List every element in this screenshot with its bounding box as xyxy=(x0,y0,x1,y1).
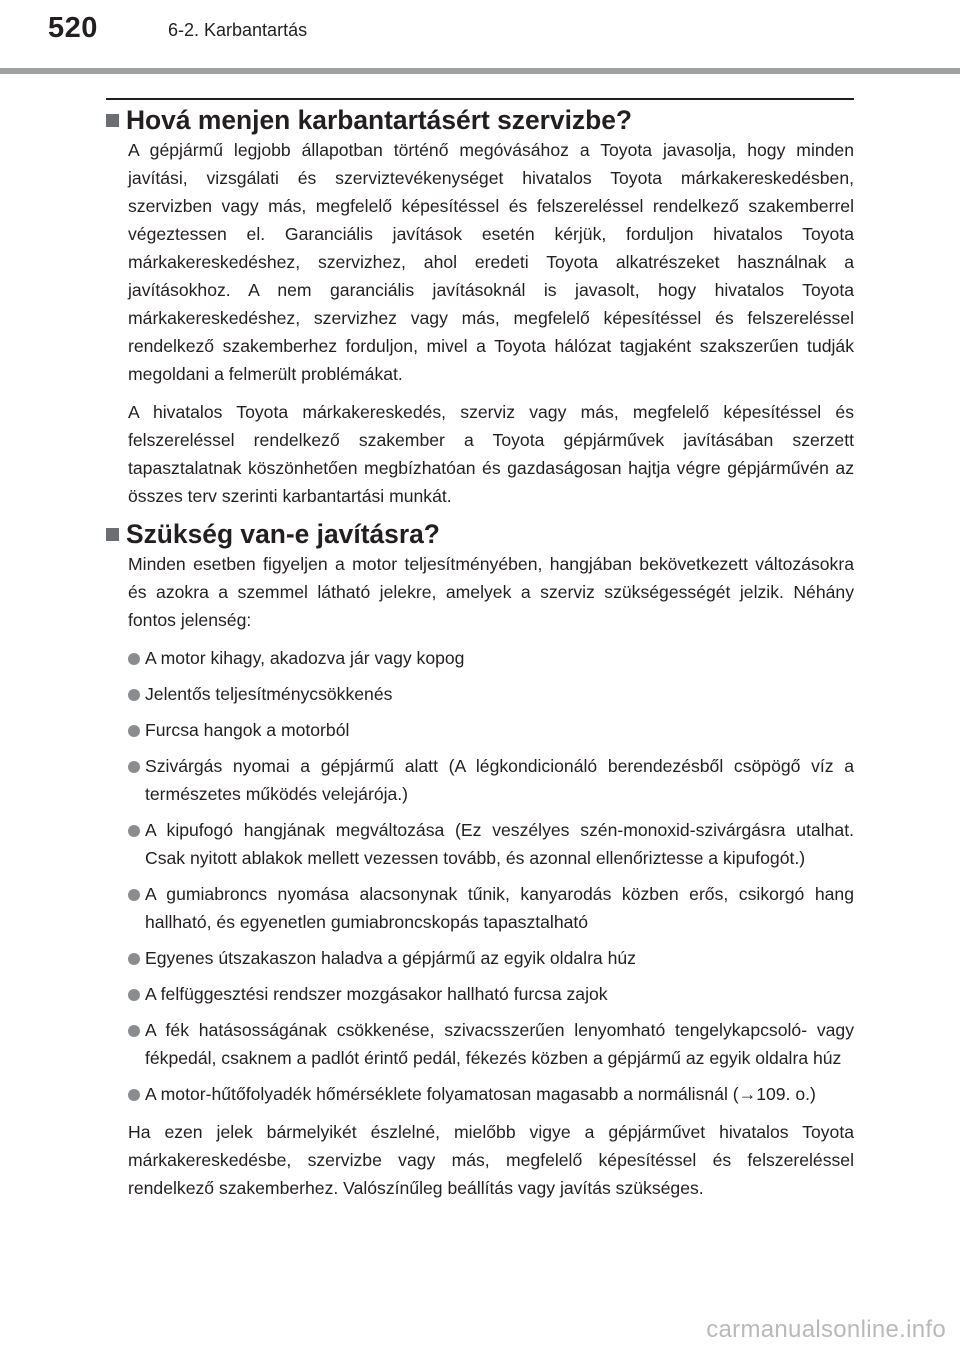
list-item-text: A kipufogó hangjának megváltozása (Ez veszélyes szén-monoxid-szivárgásra utalhat. Csak nyitott ablakok mellett vezessen tovább, és azonnal ellenőriztesse a kipufogót.) xyxy=(145,820,854,868)
list-item xyxy=(106,816,854,872)
list-item xyxy=(106,1016,854,1072)
section-heading xyxy=(106,520,854,548)
section-heading xyxy=(106,106,854,134)
list-item xyxy=(106,716,854,744)
square-bullet-icon xyxy=(106,114,119,127)
list-item-text: A gumiabroncs nyomása alacsonynak tűnik, kanyarodás közben erős, csikorgó hang hallható, és egyenetlen gumiabroncskopás tapasztalható xyxy=(145,884,854,932)
list-item xyxy=(106,944,854,972)
circle-bullet-icon xyxy=(128,953,140,965)
circle-bullet-icon xyxy=(128,1025,140,1037)
circle-bullet-icon xyxy=(128,761,140,773)
circle-bullet-icon xyxy=(128,889,140,901)
list-item-text: Furcsa hangok a motorból xyxy=(145,720,350,740)
list-item xyxy=(106,680,854,708)
page-number: 520 xyxy=(48,12,98,44)
page-content xyxy=(106,106,854,1202)
list-item xyxy=(106,1080,854,1108)
section-heading-text: Hová menjen karbantartásért szervizbe? xyxy=(126,105,633,135)
section-heading-text: Szükség van-e javításra? xyxy=(126,519,440,549)
list-item-text: A motor-hűtőfolyadék hőmérséklete folyamatosan magasabb a normálisnál (→109. o.) xyxy=(145,1084,816,1104)
square-bullet-icon xyxy=(106,528,119,541)
circle-bullet-icon xyxy=(128,1089,140,1101)
paragraph: Minden esetben figyeljen a motor teljesítményében, hangjában bekövetkezett változásokra és azokra a szemmel látható jelekre, amelyek a szerviz szükségességét jelzik. Néhány fontos jelenség: xyxy=(128,554,854,630)
closing-paragraph: Ha ezen jelek bármelyikét észlelné, mielőbb vigye a gépjárművet hivatalos Toyota márkakereskedésbe, szervizbe vagy más, megfelelő képesítéssel és felszereléssel rendelkező szakemberhez. Valószínűleg beállítás vagy javítás szükséges. xyxy=(128,1122,854,1198)
circle-bullet-icon xyxy=(128,725,140,737)
circle-bullet-icon xyxy=(128,825,140,837)
header-rule xyxy=(0,68,960,74)
list-item xyxy=(106,644,854,672)
list-item-text: Egyenes útszakaszon haladva a gépjármű az egyik oldalra húz xyxy=(145,948,636,968)
circle-bullet-icon xyxy=(128,989,140,1001)
symptom-list xyxy=(106,644,854,1108)
list-item-text: A motor kihagy, akadozva jár vagy kopog xyxy=(145,648,465,668)
circle-bullet-icon xyxy=(128,689,140,701)
list-item xyxy=(106,752,854,808)
watermark: carmanualsonline.info xyxy=(706,1316,946,1343)
section-rule xyxy=(106,98,854,100)
list-item-text: A fék hatásosságának csökkenése, szivacsszerűen lenyomható tengelykapcsoló- vagy fékpedál, csaknem a padlót érintő pedál, fékezés közben a gépjármű az egyik oldalra húz xyxy=(145,1020,854,1068)
list-item xyxy=(106,880,854,936)
list-item-text: Jelentős teljesítménycsökkenés xyxy=(145,684,393,704)
list-item xyxy=(106,980,854,1008)
chapter-title: 6-2. Karbantartás xyxy=(168,20,308,40)
paragraph: A hivatalos Toyota márkakereskedés, szerviz vagy más, megfelelő képesítéssel és felszereléssel rendelkező szakember a Toyota gépjárművek javításában szerzett tapasztalatnak köszönhetően megbízhatóan és gazdaságosan hajtja végre gépjárművén az összes terv szerinti karbantartási munkát. xyxy=(128,402,854,506)
list-item-text: Szivárgás nyomai a gépjármű alatt (A légkondicionáló berendezésből csöpögő víz a természetes működés velejárója.) xyxy=(145,756,854,804)
circle-bullet-icon xyxy=(128,653,140,665)
list-item-text: A felfüggesztési rendszer mozgásakor hallható furcsa zajok xyxy=(145,984,608,1004)
paragraph: A gépjármű legjobb állapotban történő megóvásához a Toyota javasolja, hogy minden javítási, vizsgálati és szerviztevékenységet hivatalos Toyota márkakereskedésben, szervizben vagy más, megfelelő képesítéssel és felszereléssel rendelkező szakemberrel végeztessen el. Garanciális javítások esetén kérjük, forduljon hivatalos Toyota márkakereskedéshez, szervizhez, ahol eredeti Toyota alkatrészeket használnak a javításokhoz. A nem garanciális javításoknál is javasolt, hogy hivatalos Toyota márkakereskedéshez, szervizhez vagy más, megfelelő képesítéssel és felszereléssel rendelkező szakemberhez forduljon, mivel a Toyota hálózat tagjaként szakszerűen tudják megoldani a felmerült problémákat. xyxy=(128,140,854,384)
